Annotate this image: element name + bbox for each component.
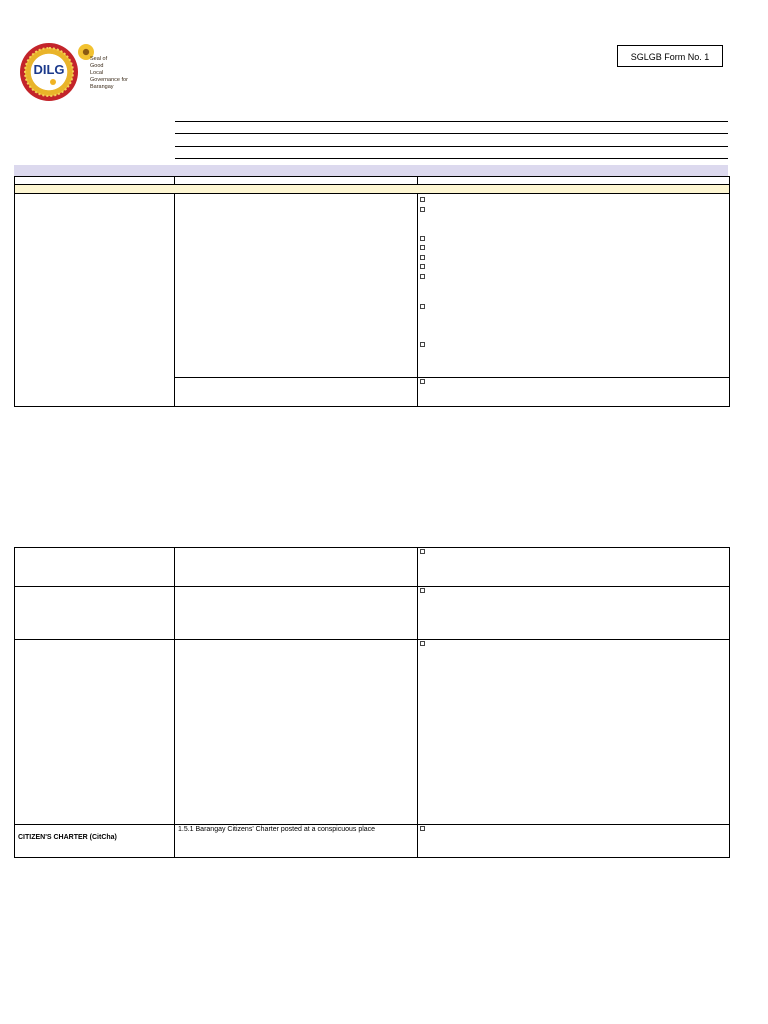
dilg-logo-text: DILG bbox=[33, 62, 65, 77]
table-row bbox=[15, 194, 730, 378]
table-row bbox=[15, 825, 730, 858]
sglg-logo-line: Governance for bbox=[90, 77, 128, 83]
checkbox-icon[interactable] bbox=[420, 207, 425, 212]
area-cell bbox=[15, 825, 175, 858]
movs-cell bbox=[418, 640, 730, 825]
movs-cell bbox=[418, 587, 730, 640]
checkbox-icon[interactable] bbox=[420, 274, 425, 279]
table-row bbox=[15, 640, 730, 825]
sglg-logo-line: Local bbox=[90, 70, 104, 76]
sglg-logo-line: Barangay bbox=[90, 84, 114, 90]
checkbox-icon[interactable] bbox=[420, 304, 425, 309]
header-line bbox=[175, 121, 728, 122]
movs-cell bbox=[418, 194, 730, 378]
checkbox-icon[interactable] bbox=[420, 342, 425, 347]
table-row bbox=[15, 587, 730, 640]
indicator-cell bbox=[175, 378, 418, 407]
assessment-table-2 bbox=[14, 547, 730, 858]
movs-cell bbox=[418, 825, 730, 858]
area-label: CITIZEN'S CHARTER (CitCha) bbox=[18, 834, 117, 841]
header-line bbox=[175, 146, 728, 147]
checkbox-icon[interactable] bbox=[420, 549, 425, 554]
indicator-cell bbox=[175, 825, 418, 858]
dilg-seal-logo bbox=[20, 43, 78, 101]
area-cell bbox=[15, 194, 175, 407]
checkbox-icon[interactable] bbox=[420, 255, 425, 260]
indicator-label: 1.5.1 Barangay Citizens' Charter posted at a conspicuous place bbox=[178, 826, 376, 833]
header-line bbox=[175, 158, 728, 159]
checkbox-icon[interactable] bbox=[420, 641, 425, 646]
sglgb-logo bbox=[78, 44, 138, 100]
sglg-logo-line: Good bbox=[90, 63, 104, 69]
assessment-table-1 bbox=[14, 176, 730, 407]
checkbox-icon[interactable] bbox=[420, 379, 425, 384]
sglg-logo-line: Seal of bbox=[90, 56, 108, 62]
indicator-cell bbox=[175, 194, 418, 378]
checkbox-icon[interactable] bbox=[420, 197, 425, 202]
table-row bbox=[15, 548, 730, 587]
checkbox-icon[interactable] bbox=[420, 245, 425, 250]
table-header-row bbox=[15, 177, 730, 185]
table-section-row bbox=[15, 185, 730, 194]
movs-cell bbox=[418, 378, 730, 407]
movs-cell bbox=[418, 548, 730, 587]
header-line bbox=[175, 133, 728, 134]
form-number-badge: SGLGB Form No. 1 bbox=[617, 45, 723, 67]
checkbox-icon[interactable] bbox=[420, 236, 425, 241]
checkbox-icon[interactable] bbox=[420, 588, 425, 593]
checkbox-icon[interactable] bbox=[420, 826, 425, 831]
section-band bbox=[14, 165, 728, 176]
checkbox-icon[interactable] bbox=[420, 264, 425, 269]
